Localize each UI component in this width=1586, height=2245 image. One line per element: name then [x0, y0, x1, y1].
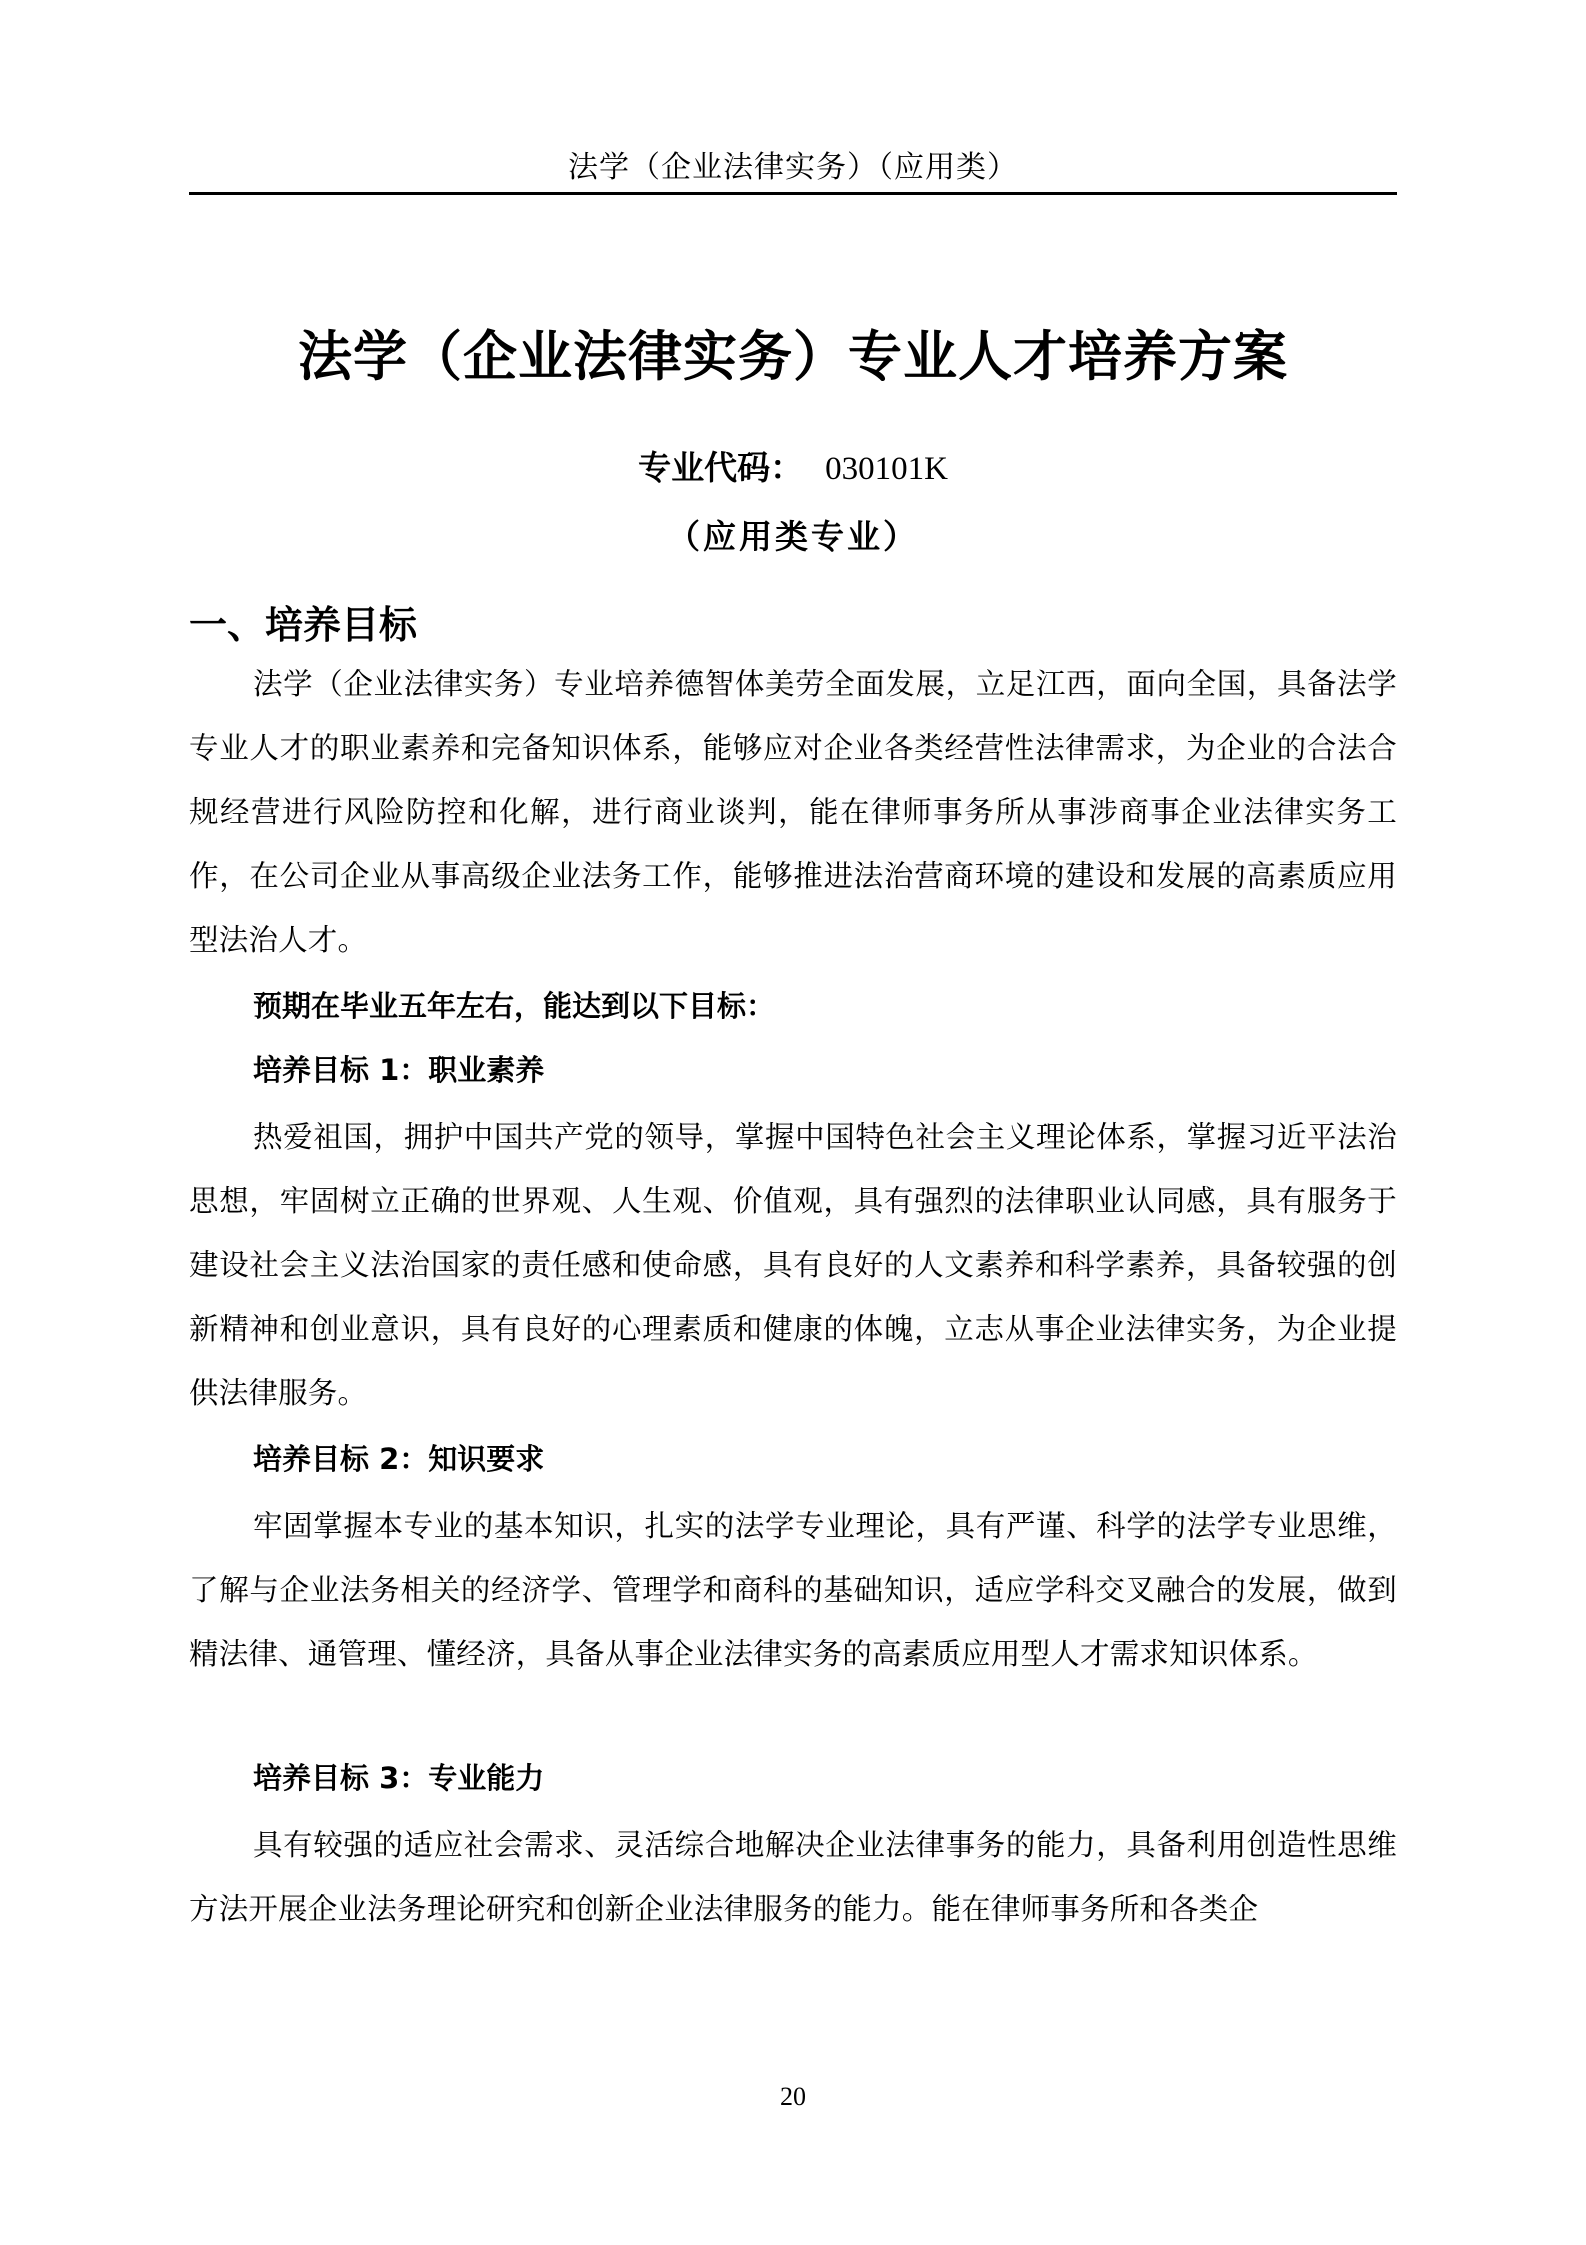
- major-type: （应用类专业）: [667, 517, 919, 556]
- goal-3-paragraph: 具有较强的适应社会需求、灵活综合地解决企业法律事务的能力，具备利用创造性思维方法开展企业法务理论研究和创新企业法律服务的能力。能在律师事务所和各类企: [189, 1828, 1397, 1926]
- goal-1-heading: 培养目标 1：职业素养: [253, 1053, 545, 1087]
- goal-3-heading: 培养目标 3：专业能力: [253, 1761, 545, 1795]
- document-title: 法学（企业法律实务）专业人才培养方案: [298, 325, 1288, 388]
- major-code-label: 专业代码：: [638, 448, 804, 487]
- major-code-value: 030101K: [825, 451, 948, 487]
- goal-2-heading: 培养目标 2：知识要求: [253, 1442, 545, 1476]
- goal-2-paragraph: 牢固掌握本专业的基本知识，扎实的法学专业理论，具有严谨、科学的法学专业思维，了解与企业法务相关的经济学、管理学和商科的基础知识，适应学科交叉融合的发展，做到精法律、通管理、懂经济，具备从事企业法律实务的高素质应用型人才需求知识体系。: [189, 1509, 1397, 1671]
- expectation-heading: 预期在毕业五年左右，能达到以下目标：: [253, 989, 776, 1023]
- section-heading: 一、培养目标: [189, 603, 418, 647]
- running-header: 法学（企业法律实务）（应用类）: [568, 150, 1018, 185]
- goal-1-paragraph: 热爱祖国，拥护中国共产党的领导，掌握中国特色社会主义理论体系，掌握习近平法治思想，牢固树立正确的世界观、人生观、价值观，具有强烈的法律职业认同感，具有服务于建设社会主义法治国家的责任感和使命感，具有良好的人文素养和科学素养，具备较强的创新精神和创业意识，具有良好的心理素质和健康的体魄，立志从事企业法律实务，为企业提供法律服务。: [189, 1120, 1397, 1410]
- page-number: 20: [780, 2082, 806, 2111]
- intro-paragraph: 法学（企业法律实务）专业培养德智体美劳全面发展，立足江西，面向全国，具备法学专业人才的职业素养和完备知识体系，能够应对企业各类经营性法律需求，为企业的合法合规经营进行风险防控和化解，进行商业谈判，能在律师事务所从事涉商事企业法律实务工作，在公司企业从事高级企业法务工作，能够推进法治营商环境的建设和发展的高素质应用型法治人才。: [189, 667, 1397, 957]
- major-code: [189, 446, 1397, 491]
- header-divider: [189, 192, 1397, 195]
